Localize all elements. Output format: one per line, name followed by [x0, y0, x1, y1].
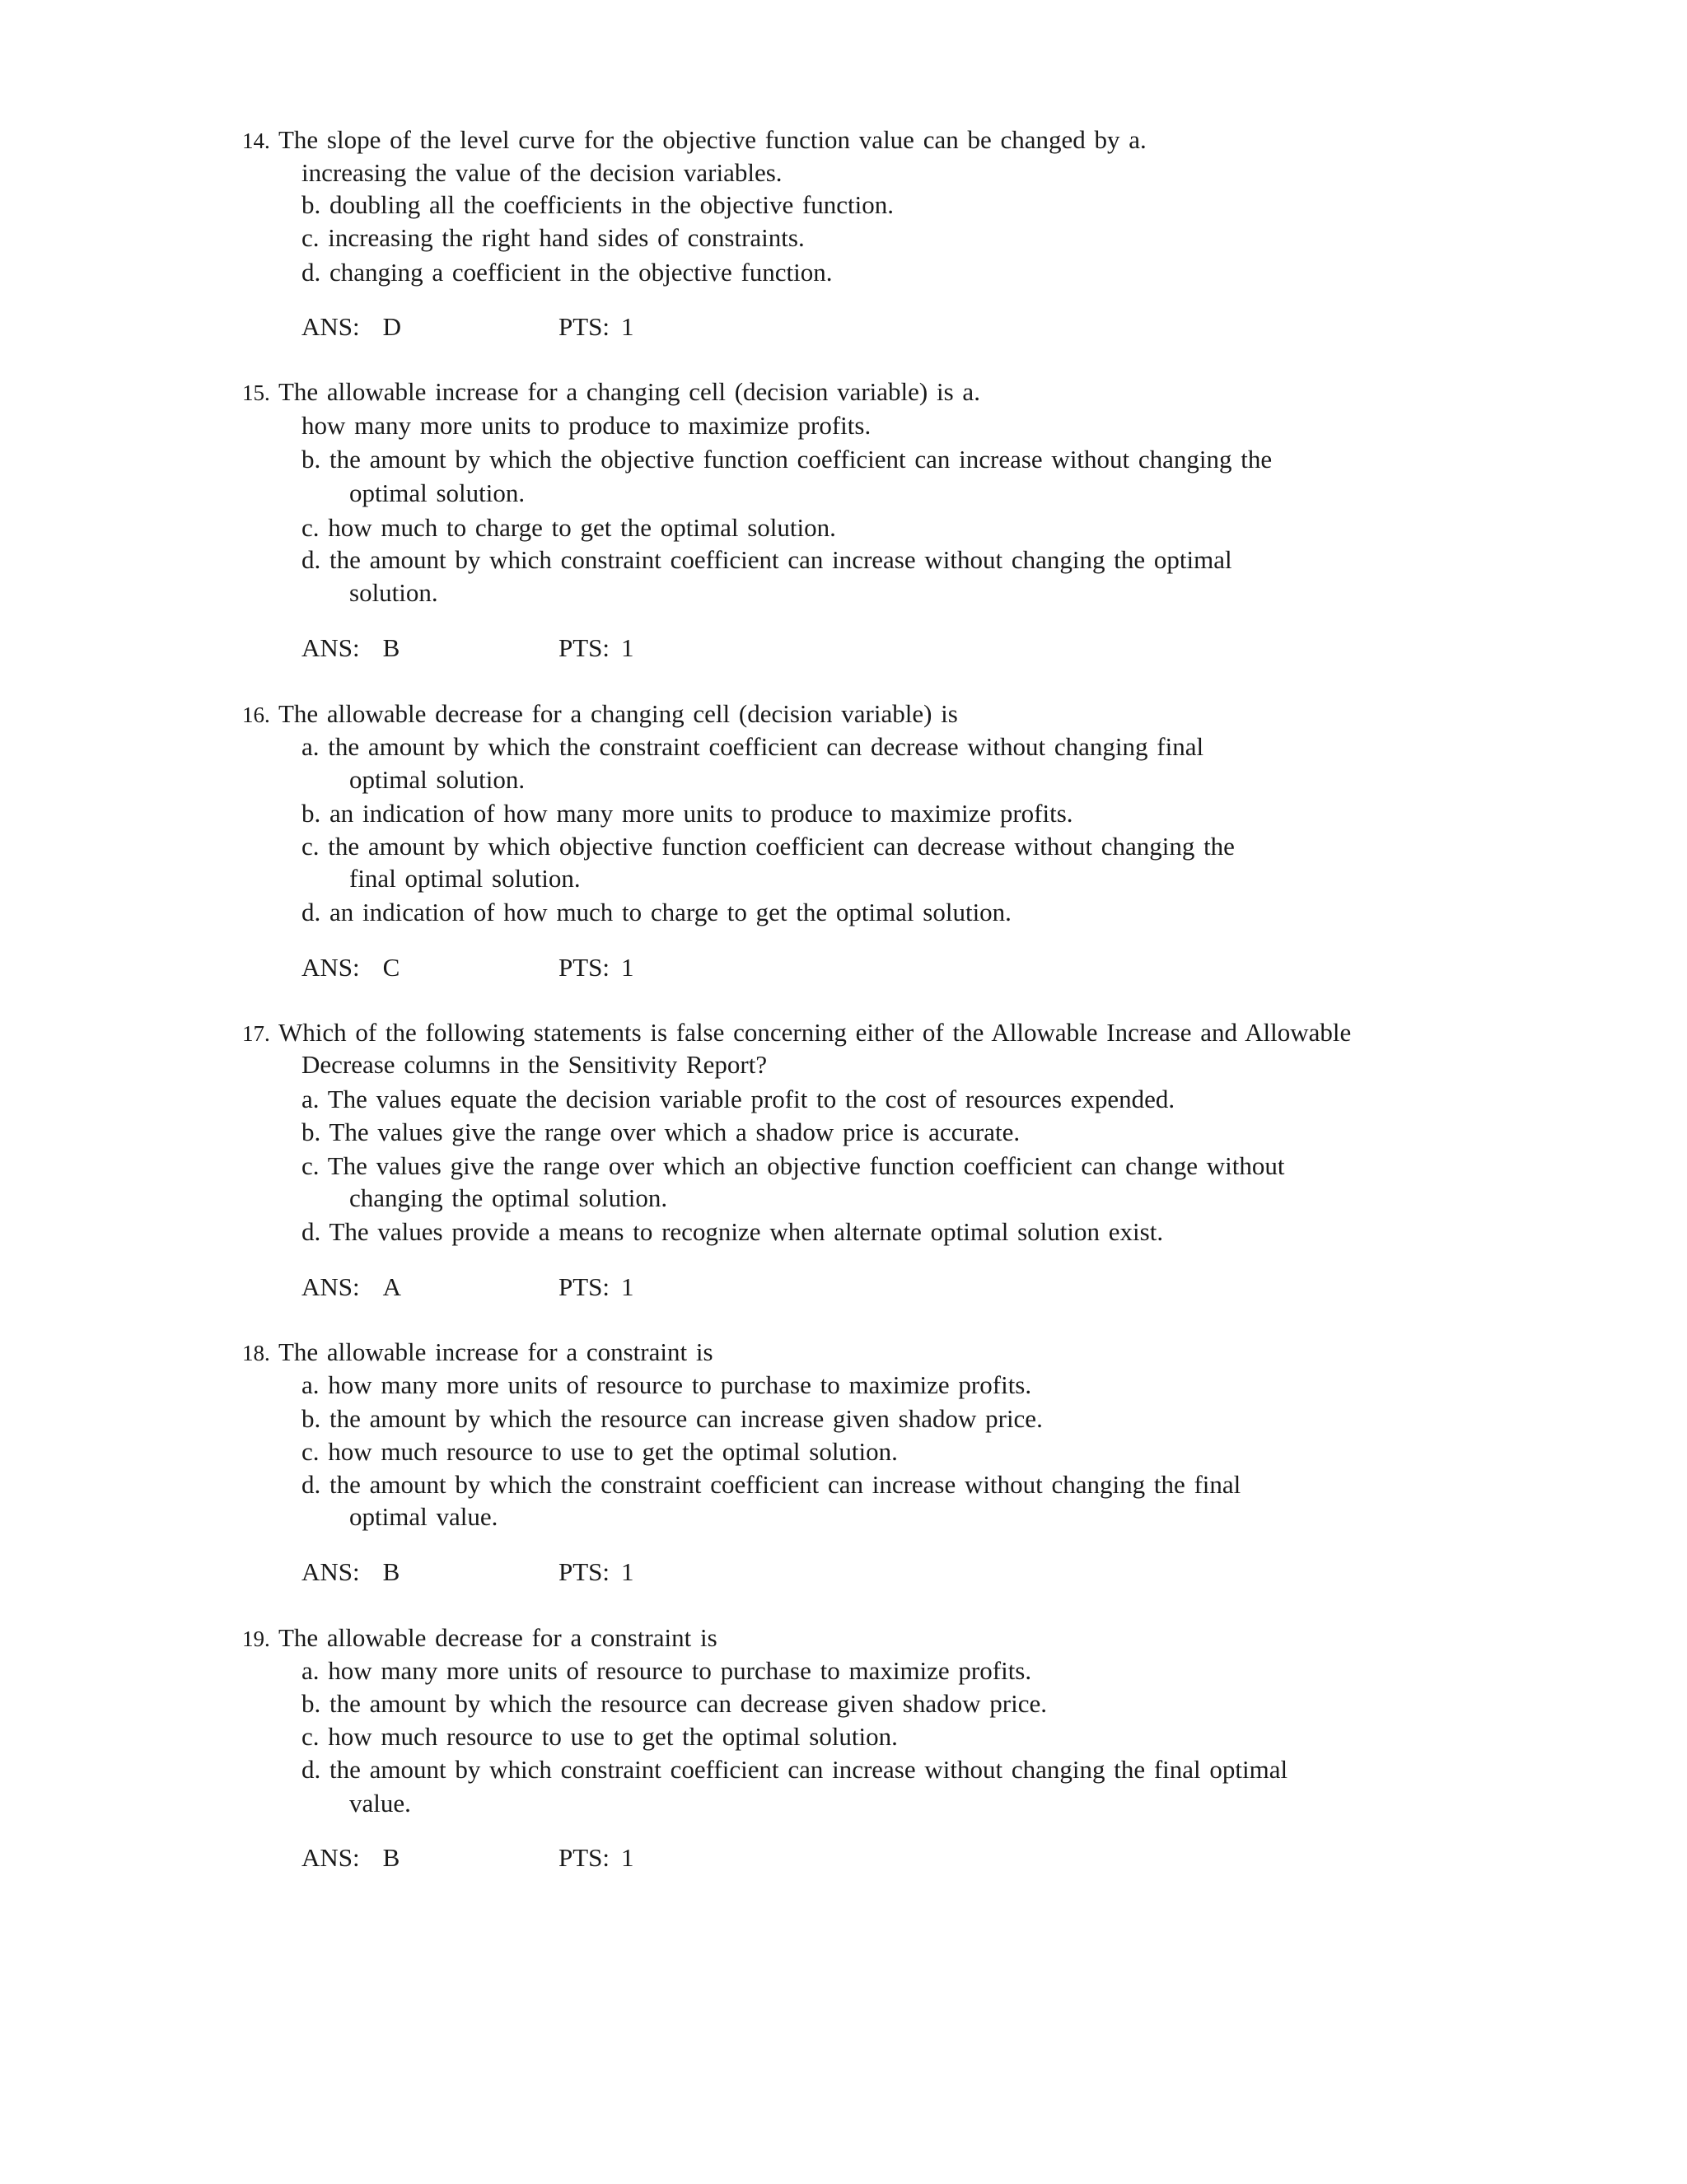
option-line: increasing the value of the decision variables.: [301, 158, 783, 187]
option-line: b. the amount by which the resource can increase given shadow price.: [301, 1404, 1043, 1433]
question-text: The slope of the level curve for the objective function value can be changed by a.: [278, 125, 1147, 154]
option-line: d. the amount by which the constraint coefficient can increase without changing the final: [301, 1470, 1241, 1499]
option-line: d. an indication of how much to charge to get the optimal solution.: [301, 898, 1012, 926]
option-line: d. The values provide a means to recognize when alternate optimal solution exist.: [301, 1217, 1164, 1246]
pts-value: 1: [621, 312, 634, 341]
option-line: c. The values give the range over which an objective function coefficient can change without: [301, 1151, 1285, 1180]
question-stem: [242, 124, 1147, 157]
option-line: how many more units to produce to maximize profits.: [301, 411, 872, 440]
question-text: The allowable increase for a changing cell (decision variable) is a.: [278, 377, 980, 406]
option-line: changing the optimal solution.: [349, 1183, 668, 1212]
option-line: c. how much resource to use to get the optimal solution.: [301, 1437, 898, 1466]
ans-value: B: [382, 1843, 400, 1872]
pts-label: PTS:: [558, 953, 610, 982]
question-text: The allowable decrease for a constraint is: [278, 1623, 717, 1652]
points: [558, 310, 634, 343]
option-line: c. how much resource to use to get the optimal solution.: [301, 1722, 898, 1751]
ans-label: ANS:: [301, 1843, 360, 1872]
ans-value: B: [382, 633, 400, 662]
ans-value: C: [382, 953, 400, 982]
pts-label: PTS:: [558, 1557, 610, 1586]
points: [558, 1556, 634, 1589]
pts-value: 1: [621, 953, 634, 982]
option-line: b. The values give the range over which a shadow price is accurate.: [301, 1118, 1021, 1146]
question-number: 19.: [242, 1626, 270, 1651]
option-line: b. the amount by which the resource can decrease given shadow price.: [301, 1689, 1047, 1718]
answer-row: [301, 1271, 634, 1304]
question-text: Which of the following statements is false concerning either of the Allowable Increase and Allowable: [278, 1018, 1352, 1047]
pts-label: PTS:: [558, 1272, 610, 1301]
question-text: The allowable decrease for a changing cell (decision variable) is: [278, 699, 958, 728]
pts-label: PTS:: [558, 1843, 610, 1872]
option-line: a. The values equate the decision variable profit to the cost of resources expended.: [301, 1085, 1175, 1113]
option-line: b. an indication of how many more units to produce to maximize profits.: [301, 799, 1073, 828]
option-line: c. increasing the right hand sides of constraints.: [301, 223, 805, 252]
option-line: value.: [349, 1789, 411, 1818]
answer-row: [301, 632, 634, 665]
pts-value: 1: [621, 633, 634, 662]
option-line: optimal solution.: [349, 765, 526, 794]
question-stem: [242, 1016, 1351, 1050]
question-stem: [242, 698, 958, 731]
answer-row: [301, 1841, 634, 1874]
option-line: d. the amount by which constraint coefficient can increase without changing the optimal: [301, 545, 1232, 574]
points: [558, 951, 634, 984]
question-stem: [242, 376, 980, 409]
points: [558, 1841, 634, 1874]
option-line: d. changing a coefficient in the objective function.: [301, 258, 833, 287]
option-line: c. the amount by which objective function coefficient can decrease without changing the: [301, 832, 1235, 861]
points: [558, 632, 634, 665]
question-number: 18.: [242, 1341, 270, 1365]
question-number: 14.: [242, 128, 270, 153]
question-number: 17.: [242, 1021, 270, 1046]
ans-value: B: [382, 1557, 400, 1586]
option-line: a. how many more units of resource to purchase to maximize profits.: [301, 1656, 1032, 1685]
ans-label: ANS:: [301, 1272, 360, 1301]
option-line: a. the amount by which the constraint coefficient can decrease without changing final: [301, 732, 1204, 761]
option-line: b. doubling all the coefficients in the objective function.: [301, 190, 895, 219]
option-line: Decrease columns in the Sensitivity Report?: [301, 1050, 768, 1079]
ans-label: ANS:: [301, 1557, 360, 1586]
points: [558, 1271, 634, 1304]
pts-label: PTS:: [558, 312, 610, 341]
option-line: optimal solution.: [349, 478, 526, 507]
option-line: final optimal solution.: [349, 864, 581, 893]
option-line: solution.: [349, 578, 438, 607]
ans-label: ANS:: [301, 633, 360, 662]
answer-row: [301, 951, 634, 984]
pts-label: PTS:: [558, 633, 610, 662]
question-number: 15.: [242, 380, 270, 405]
question-number: 16.: [242, 702, 270, 727]
option-line: a. how many more units of resource to purchase to maximize profits.: [301, 1370, 1032, 1399]
answer-row: [301, 310, 634, 343]
question-stem: [242, 1622, 717, 1655]
ans-label: ANS:: [301, 953, 360, 982]
option-line: b. the amount by which the objective function coefficient can increase without changing the: [301, 445, 1273, 474]
pts-value: 1: [621, 1272, 634, 1301]
question-stem: [242, 1336, 713, 1370]
ans-value: A: [382, 1272, 402, 1301]
ans-label: ANS:: [301, 312, 360, 341]
option-line: c. how much to charge to get the optimal solution.: [301, 513, 836, 542]
option-line: d. the amount by which constraint coefficient can increase without changing the final optimal: [301, 1755, 1288, 1784]
pts-value: 1: [621, 1843, 634, 1872]
question-text: The allowable increase for a constraint is: [278, 1337, 713, 1366]
pts-value: 1: [621, 1557, 634, 1586]
option-line: optimal value.: [349, 1502, 498, 1531]
answer-row: [301, 1556, 634, 1589]
ans-value: D: [382, 312, 402, 341]
